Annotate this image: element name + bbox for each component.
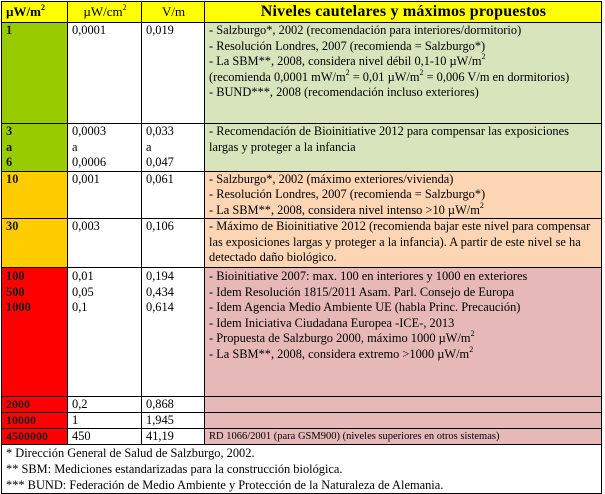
- level-description: [205, 124, 602, 172]
- level-uw-cm2: [68, 219, 142, 268]
- footnote: * Dirección General de Salud de Salzburgo, 2002.: [6, 446, 255, 460]
- header-v-m: V/m: [142, 2, 205, 23]
- level-uw-m2: [2, 124, 68, 172]
- superscript: 2: [419, 67, 424, 77]
- desc-line: [209, 54, 598, 70]
- value: 0,0006: [72, 155, 107, 169]
- desc-line: - Idem Resolución 1815/2011 Asam. Parl. Consejo de Europa: [209, 284, 515, 299]
- value: a: [72, 139, 78, 154]
- value: 0,05: [72, 284, 94, 299]
- value: 0,001: [72, 171, 100, 186]
- desc-text: = 0,01 µW/m: [349, 69, 420, 84]
- value: 0,0001: [72, 23, 107, 37]
- table-row: [2, 219, 602, 268]
- value: 0,033: [146, 124, 174, 138]
- desc-line: - Bioinitiative 2007: max. 100 en interiores y 1000 en exteriores: [209, 269, 528, 283]
- desc-text: = 0,006 V/m en dormitorios): [423, 69, 570, 84]
- desc-line: - Idem Iniciativa Ciudadana Europea -ICE-, 2013: [209, 315, 455, 330]
- header-uw-m2: [2, 2, 68, 23]
- levels-table: [1, 1, 602, 494]
- level-description: [205, 397, 602, 413]
- desc-text: - Propuesta de Salzburgo 2000, máximo 1000 µW/m: [209, 331, 471, 345]
- level-v-m: 0,868: [142, 397, 205, 413]
- header-uw-cm2-label: µW/cm: [83, 4, 123, 19]
- value: 0,106: [146, 219, 174, 233]
- level-uw-cm2: 0,2: [68, 397, 142, 413]
- table-row: [2, 429, 602, 445]
- value: a: [6, 139, 13, 154]
- desc-text: (recomienda 0,0001 mW/m: [209, 69, 346, 84]
- value: 0,194: [146, 269, 174, 283]
- value: 1000: [6, 300, 31, 314]
- value: 0,019: [146, 23, 174, 37]
- level-v-m: 1,945: [142, 413, 205, 429]
- desc-line: - Recomendación de Bioinitiative 2012 para compensar las exposiciones largas y proteger a la infancia: [209, 124, 569, 154]
- desc-line: [209, 200, 598, 219]
- footnote: *** BUND: Federación de Medio Ambiente y Protección de la Naturaleza de Alemania.: [6, 478, 444, 492]
- superscript: 2: [479, 200, 484, 210]
- level-v-m: [142, 171, 205, 219]
- footnotes: [2, 445, 602, 494]
- value: 0,003: [72, 219, 100, 233]
- level-uw-m2: [2, 268, 68, 397]
- superscript: 2: [481, 52, 486, 61]
- level-v-m: 41,19: [142, 429, 205, 445]
- desc-text: - La SBM**, 2008, considera nivel intenso >10 µW/m: [209, 202, 480, 217]
- table-row: [2, 124, 602, 172]
- desc-line: - Resolución Londres, 2007 (recomienda = Salzburgo*): [209, 187, 486, 201]
- desc-line: - Resolución Londres, 2007 (recomienda = Salzburgo*): [209, 38, 486, 53]
- level-v-m: [142, 23, 205, 124]
- header-uw-cm2: [68, 2, 142, 23]
- table-row: [2, 397, 602, 413]
- desc-line: [209, 331, 598, 347]
- desc-line: [209, 67, 598, 86]
- level-uw-cm2: [68, 268, 142, 397]
- desc-text: - La SBM**, 2008, considera nivel débil 0,1-10 µW/m: [209, 54, 482, 68]
- table-row: [2, 171, 602, 219]
- level-v-m: [142, 268, 205, 397]
- level-uw-cm2: 1: [68, 413, 142, 429]
- desc-text: - La SBM**, 2008, considera extremo >1000 µW/m: [209, 346, 470, 361]
- level-uw-cm2: [68, 171, 142, 219]
- value: 0,0003: [72, 124, 107, 138]
- table-row: [2, 413, 602, 429]
- level-uw-m2: [2, 171, 68, 219]
- superscript: 2: [345, 67, 350, 77]
- level-v-m: [142, 124, 205, 172]
- superscript: 2: [469, 344, 474, 354]
- value: 30: [6, 219, 19, 233]
- desc-line: - Salzburgo*, 2002 (recomendación para interiores/dormitorio): [209, 23, 522, 37]
- level-v-m: [142, 219, 205, 268]
- value: 100: [6, 269, 25, 283]
- value: 6: [6, 155, 13, 169]
- value: 1: [6, 23, 13, 37]
- level-uw-cm2: [68, 124, 142, 172]
- level-uw-m2: 2000: [2, 397, 68, 413]
- level-uw-m2: [2, 23, 68, 124]
- value: 0,01: [72, 269, 94, 283]
- superscript: 2: [122, 3, 127, 12]
- desc-line: - Máximo de Bioinitiative 2012 (recomienda bajar este nivel para compensar las exposiciones largas y proteger a la infancia). A partir de este nivel se ha detectado daño biológico.: [209, 219, 591, 264]
- level-uw-m2: [2, 219, 68, 268]
- desc-line: - Salzburgo*, 2002 (máximo exteriores/vivienda): [209, 171, 454, 186]
- level-uw-m2: 4500000: [2, 429, 68, 445]
- superscript: 2: [40, 3, 45, 12]
- desc-line: [209, 344, 598, 363]
- level-description: [205, 413, 602, 429]
- value: 0,061: [146, 171, 174, 186]
- desc-line: - Idem Agencia Medio Ambiente UE (habla Princ. Precaución): [209, 300, 521, 314]
- level-uw-m2: 10000: [2, 413, 68, 429]
- header-niveles: Niveles cautelares y máximos propuestos: [205, 2, 602, 23]
- table-row: [2, 268, 602, 397]
- level-uw-cm2: [68, 23, 142, 124]
- header-uw-m2-label: µW/m: [6, 4, 41, 19]
- table-row: [2, 23, 602, 124]
- level-description: [205, 268, 602, 397]
- level-description: RD 1066/2001 (para GSM900) (niveles superiores en otros sistemas): [205, 429, 602, 445]
- superscript: 2: [470, 329, 475, 338]
- header-row: [2, 2, 602, 23]
- value: 500: [6, 284, 25, 299]
- value: 0,614: [146, 300, 174, 314]
- level-description: [205, 219, 602, 268]
- footnote: ** SBM: Mediciones estandarizadas para la construcción biológica.: [6, 462, 343, 476]
- value: 0,1: [72, 300, 88, 314]
- value: 10: [6, 171, 19, 186]
- value: 3: [6, 124, 13, 138]
- level-description: [205, 171, 602, 219]
- value: 0,434: [146, 284, 174, 299]
- value: a: [146, 139, 152, 154]
- level-description: [205, 23, 602, 124]
- level-uw-cm2: 450: [68, 429, 142, 445]
- footnotes-row: [2, 445, 602, 494]
- desc-line: - BUND***, 2008 (recomendación incluso exteriores): [209, 85, 479, 99]
- value: 0,047: [146, 155, 174, 169]
